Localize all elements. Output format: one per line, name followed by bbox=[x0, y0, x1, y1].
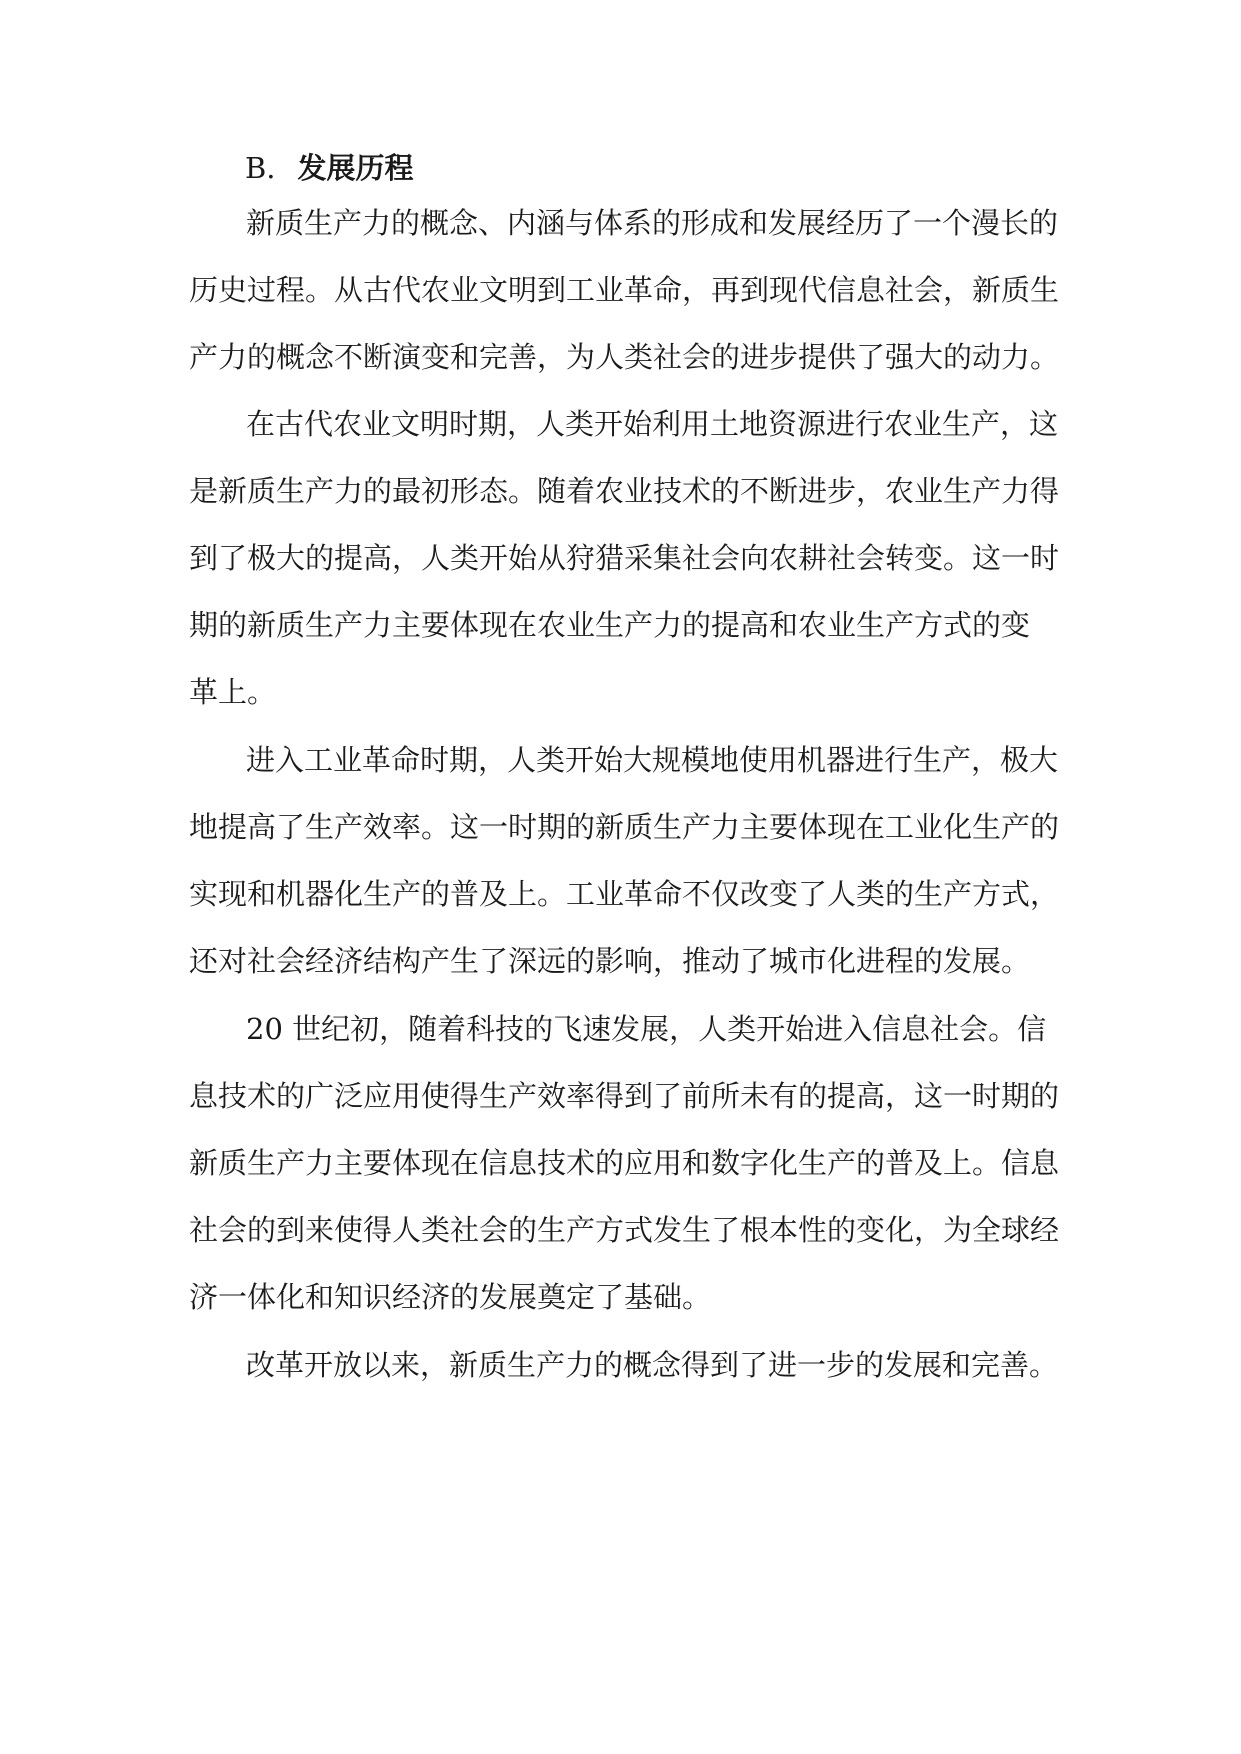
section-number: B. bbox=[245, 151, 276, 185]
paragraph-line: 是新质生产力的最初形态。随着农业技术的不断进步，农业生产力得 bbox=[189, 474, 1060, 508]
paragraph-line: 到了极大的提高，人类开始从狩猎采集社会向农耕社会转变。这一时 bbox=[189, 541, 1060, 575]
paragraph-line: 还对社会经济结构产生了深远的影响，推动了城市化进程的发展。 bbox=[189, 944, 1031, 978]
paragraph-line: 实现和机器化生产的普及上。工业革命不仅改变了人类的生产方式， bbox=[189, 877, 1060, 911]
paragraph-line: 新质生产力的概念、内涵与体系的形成和发展经历了一个漫长的 bbox=[246, 206, 1059, 240]
paragraph-line: 济一体化和知识经济的发展奠定了基础。 bbox=[189, 1280, 712, 1314]
section-title: 发展历程 bbox=[297, 151, 414, 185]
paragraph-line: 进入工业革命时期，人类开始大规模地使用机器进行生产，极大 bbox=[246, 743, 1059, 777]
paragraph-line: 期的新质生产力主要体现在农业生产力的提高和农业生产方式的变 bbox=[189, 608, 1031, 642]
paragraph-line: 新质生产力主要体现在信息技术的应用和数字化生产的普及上。信息 bbox=[189, 1146, 1060, 1180]
paragraph-line: 在古代农业文明时期，人类开始利用土地资源进行农业生产，这 bbox=[246, 407, 1059, 441]
section-heading bbox=[245, 148, 414, 188]
paragraph-line: 改革开放以来，新质生产力的概念得到了进一步的发展和完善。 bbox=[246, 1348, 1059, 1382]
paragraph-line: 历史过程。从古代农业文明到工业革命，再到现代信息社会，新质生 bbox=[189, 273, 1060, 307]
paragraph-line: 息技术的广泛应用使得生产效率得到了前所未有的提高，这一时期的 bbox=[189, 1079, 1060, 1113]
paragraph-line: 地提高了生产效率。这一时期的新质生产力主要体现在工业化生产的 bbox=[189, 810, 1060, 844]
paragraph-line: 20 世纪初，随着科技的飞速发展，人类开始进入信息社会。信 bbox=[246, 1012, 1047, 1046]
paragraph-line: 革上。 bbox=[189, 675, 277, 709]
paragraph-line: 社会的到来使得人类社会的生产方式发生了根本性的变化，为全球经 bbox=[189, 1213, 1060, 1247]
paragraph-line: 产力的概念不断演变和完善，为人类社会的进步提供了强大的动力。 bbox=[189, 340, 1060, 374]
